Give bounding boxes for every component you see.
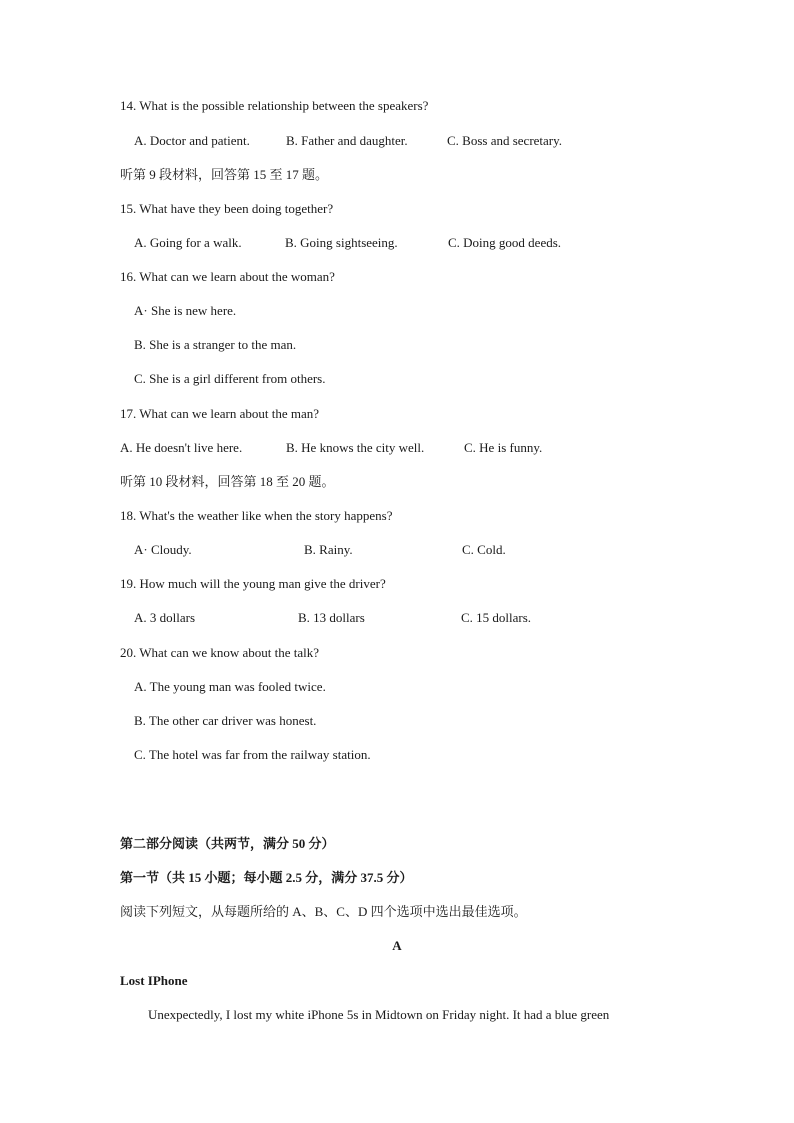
option-b: B. Father and daughter. [286, 133, 408, 148]
option-c: C. He is funny. [464, 440, 543, 455]
option-b: B. He knows the city well. [286, 440, 425, 455]
option-c: C. Doing good deeds. [448, 235, 562, 250]
question-stem: 16. What can we learn about the woman? [120, 269, 335, 284]
option-a: A. 3 dollars [134, 610, 196, 625]
option-b: B. She is a stranger to the man. [134, 337, 297, 352]
question-stem: 19. How much will the young man give the driver? [120, 576, 386, 591]
option-a: A· She is new here. [134, 303, 237, 318]
option-b: B. The other car driver was honest. [134, 713, 317, 728]
option-b: B. Going sightseeing. [285, 235, 398, 250]
listening-instruction: 听第 9 段材料，回答第 15 至 17 题。 [120, 167, 329, 182]
option-a: A. He doesn't live here. [120, 440, 243, 455]
passage-title: Lost IPhone [120, 973, 188, 988]
reading-directions: 阅读下列短文，从每题所给的 A、B、C、D 四个选项中选出最佳选项。 [120, 904, 527, 919]
option-c: C. She is a girl different from others. [134, 371, 326, 386]
question-stem: 14. What is the possible relationship between the speakers? [120, 98, 429, 113]
question-stem: 15. What have they been doing together? [120, 201, 334, 216]
option-c: C. Cold. [462, 542, 506, 557]
option-a: A· Cloudy. [134, 542, 192, 557]
question-stem: 20. What can we know about the talk? [120, 645, 320, 660]
part-heading: 第二部分阅读（共两节，满分 50 分） [120, 836, 335, 851]
option-c: C. The hotel was far from the railway station. [134, 747, 371, 762]
option-a: A. Going for a walk. [134, 235, 242, 250]
question-stem: 17. What can we learn about the man? [120, 406, 320, 421]
section-heading: 第一节（共 15 小题；每小题 2.5 分，满分 37.5 分） [120, 870, 413, 885]
passage-text: Unexpectedly, I lost my white iPhone 5s in Midtown on Friday night. It had a blue green [148, 1007, 610, 1022]
question-stem: 18. What's the weather like when the story happens? [120, 508, 393, 523]
option-a: A. The young man was fooled twice. [134, 679, 326, 694]
option-c: C. 15 dollars. [461, 610, 532, 625]
option-c: C. Boss and secretary. [447, 133, 563, 148]
option-b: B. 13 dollars [298, 610, 365, 625]
option-b: B. Rainy. [304, 542, 353, 557]
passage-letter: A [392, 938, 402, 953]
option-a: A. Doctor and patient. [134, 133, 250, 148]
listening-instruction: 听第 10 段材料，回答第 18 至 20 题。 [120, 474, 335, 489]
